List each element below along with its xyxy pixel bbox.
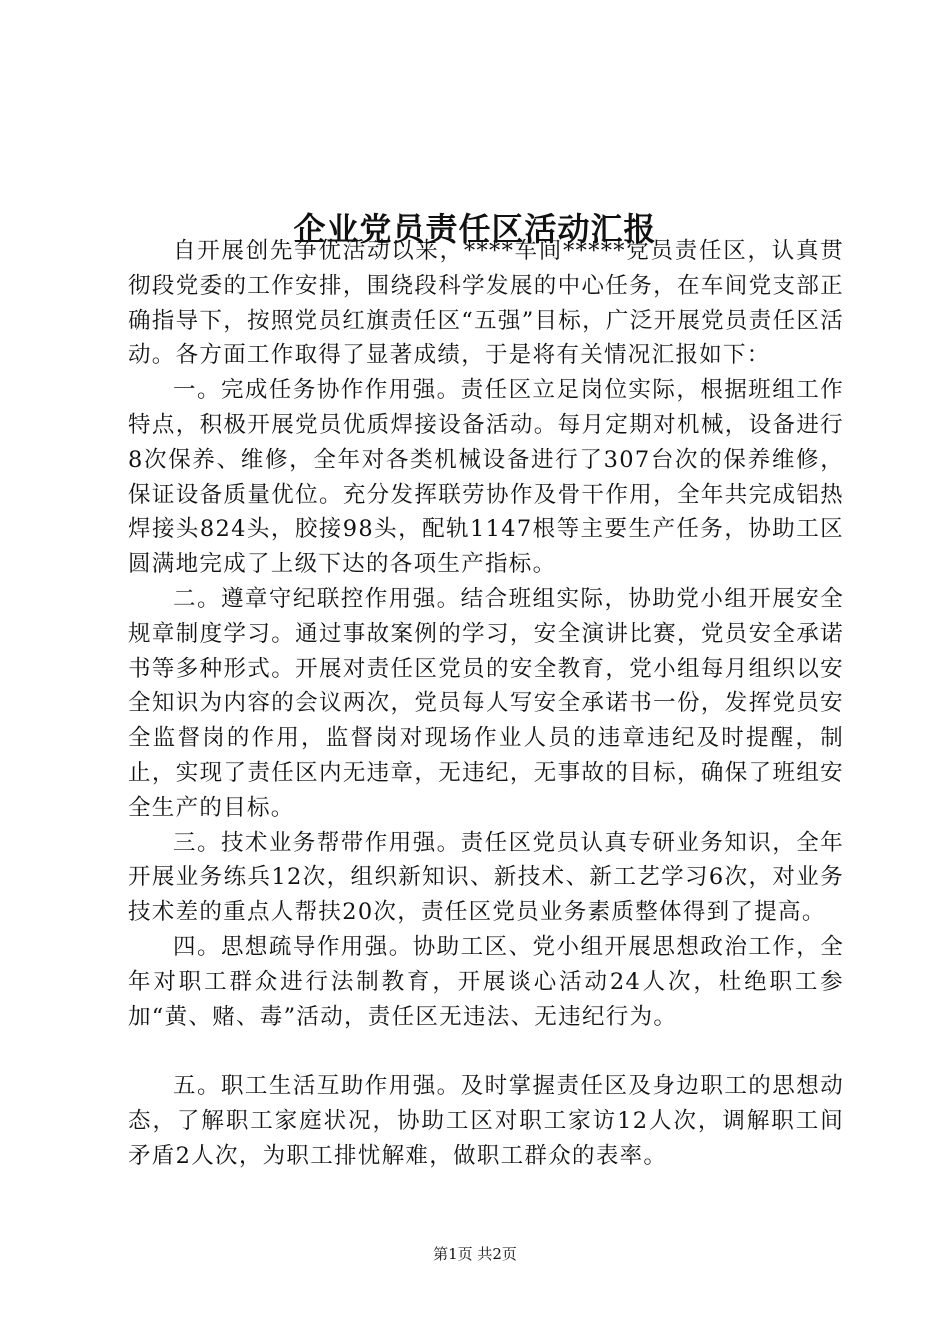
document-title: 企业党员责任区活动汇报 [293,210,657,249]
page-number-footer: 第1页 共2页 [433,1245,517,1263]
paragraph-section-2: 二。遵章守纪联控作用强。结合班组实际，协助党小组开展安全规章制度学习。通过事故案例的学习，安全演讲比赛，党员安全承诺书等多种形式。开展对责任区党员的安全教育，党小组每月组织以安全知识为内容的会议两次，党员每人写安全承诺书一份，发挥党员安全监督岗的作用，监督岗对现场作业人员的违章违纪及时提醒，制止，实现了责任区内无违章，无违纪，无事故的目标，确保了班组安全生产的目标。 [128,585,844,821]
paragraph-intro: 自开展创先争优活动以来，****车间*****党员责任区，认真贯彻段党委的工作安排，围绕段科学发展的中心任务，在车间党支部正确指导下，按照党员红旗责任区“五强”目标，广泛开展党员责任区活动。各方面工作取得了显著成绩，于是将有关情况汇报如下： [128,238,844,369]
paragraph-section-5: 五。职工生活互助作用强。及时掌握责任区及身边职工的思想动态，了解职工家庭状况，协助工区对职工家访12人次，调解职工间矛盾2人次，为职工排忧解难，做职工群众的表率。 [128,1073,844,1169]
paragraph-section-1: 一。完成任务协作作用强。责任区立足岗位实际，根据班组工作特点，积极开展党员优质焊接设备活动。每月定期对机械，设备进行8次保养、维修，全年对各类机械设备进行了307台次的保养维修，保证设备质量优位。充分发挥联劳协作及骨干作用，全年共完成铝热焊接头824头，胶接98头，配轨1147根等主要生产任务，协助工区圆满地完成了上级下达的各项生产指标。 [128,377,844,578]
paragraph-gap [128,1034,844,1069]
document-body [128,234,844,1174]
paragraph-section-4: 四。思想疏导作用强。协助工区、党小组开展思想政治工作，全年对职工群众进行法制教育，开展谈心活动24人次，杜绝职工参加“黄、赌、毒”活动，责任区无违法、无违纪行为。 [128,933,844,1030]
paragraph-section-3: 三。技术业务帮带作用强。责任区党员认真专研业务知识，全年开展业务练兵12次，组织新知识、新技术、新工艺学习6次，对业务技术差的重点人帮扶20次，责任区党员业务素质整体得到了提高。 [128,829,844,926]
